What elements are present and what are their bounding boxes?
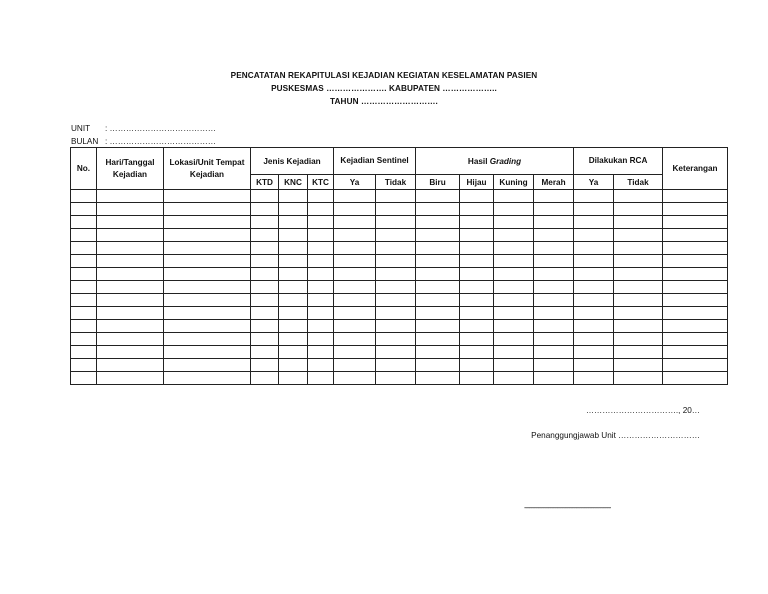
table-cell[interactable]	[494, 372, 534, 385]
table-cell[interactable]	[460, 229, 494, 242]
table-cell[interactable]	[376, 255, 416, 268]
table-cell[interactable]	[334, 216, 376, 229]
table-cell[interactable]	[663, 346, 728, 359]
table-cell[interactable]	[279, 307, 308, 320]
table-row	[71, 216, 728, 229]
table-cell[interactable]	[614, 229, 663, 242]
table-cell[interactable]	[97, 242, 164, 255]
table-cell[interactable]	[308, 320, 334, 333]
unit-value: : …………………………………	[105, 124, 216, 133]
table-cell[interactable]	[279, 294, 308, 307]
table-row	[71, 372, 728, 385]
table-cell[interactable]	[534, 281, 574, 294]
sub-header-biru: Biru	[416, 175, 460, 190]
bulan-label: BULAN	[71, 137, 99, 146]
table-cell[interactable]	[251, 320, 279, 333]
table-cell[interactable]	[97, 268, 164, 281]
table-cell[interactable]	[574, 229, 614, 242]
table-cell[interactable]	[416, 307, 460, 320]
table-cell[interactable]	[460, 320, 494, 333]
recap-table	[70, 147, 728, 385]
table-cell[interactable]	[164, 229, 251, 242]
table-cell[interactable]	[376, 307, 416, 320]
table-row	[71, 229, 728, 242]
table-cell[interactable]	[574, 346, 614, 359]
table-cell[interactable]	[71, 281, 97, 294]
table-cell[interactable]	[534, 307, 574, 320]
table-cell[interactable]	[164, 294, 251, 307]
table-cell[interactable]	[460, 242, 494, 255]
table-cell[interactable]	[308, 346, 334, 359]
table-cell[interactable]	[279, 216, 308, 229]
table-cell[interactable]	[534, 255, 574, 268]
table-cell[interactable]	[251, 281, 279, 294]
sub-header-ktd: KTD	[251, 175, 279, 190]
table-cell[interactable]	[251, 346, 279, 359]
table-cell[interactable]	[534, 333, 574, 346]
table-cell[interactable]	[663, 372, 728, 385]
table-cell[interactable]	[416, 229, 460, 242]
table-cell[interactable]	[279, 268, 308, 281]
sub-header-hijau: Hijau	[460, 175, 494, 190]
table-cell[interactable]	[97, 216, 164, 229]
table-cell[interactable]	[334, 203, 376, 216]
table-cell[interactable]	[308, 229, 334, 242]
table-row	[71, 242, 728, 255]
table-cell[interactable]	[416, 281, 460, 294]
col-header-no: No.	[71, 148, 97, 190]
bulan-field	[71, 137, 216, 146]
table-cell[interactable]	[494, 294, 534, 307]
table-cell[interactable]	[416, 294, 460, 307]
table-cell[interactable]	[534, 294, 574, 307]
table-cell[interactable]	[574, 281, 614, 294]
table-cell[interactable]	[164, 255, 251, 268]
table-cell[interactable]	[663, 359, 728, 372]
table-cell[interactable]	[614, 268, 663, 281]
table-cell[interactable]	[251, 216, 279, 229]
table-cell[interactable]	[614, 255, 663, 268]
table-cell[interactable]	[334, 294, 376, 307]
table-cell[interactable]	[534, 190, 574, 203]
table-cell[interactable]	[279, 372, 308, 385]
table-cell[interactable]	[534, 229, 574, 242]
table-cell[interactable]	[97, 372, 164, 385]
table-cell[interactable]	[251, 294, 279, 307]
table-cell[interactable]	[534, 359, 574, 372]
table-cell[interactable]	[416, 333, 460, 346]
table-cell[interactable]	[334, 242, 376, 255]
table-cell[interactable]	[308, 242, 334, 255]
table-cell[interactable]	[71, 255, 97, 268]
table-cell[interactable]	[574, 268, 614, 281]
table-cell[interactable]	[416, 242, 460, 255]
sub-header-sentinel-ya: Ya	[334, 175, 376, 190]
table-cell[interactable]	[164, 190, 251, 203]
table-row	[71, 359, 728, 372]
table-cell[interactable]	[97, 320, 164, 333]
table-row	[71, 203, 728, 216]
signature-line: --------------------------------------------------	[524, 503, 611, 512]
sub-header-rca-tidak: Tidak	[614, 175, 663, 190]
table-cell[interactable]	[376, 294, 416, 307]
table-cell[interactable]	[416, 255, 460, 268]
table-cell[interactable]	[164, 281, 251, 294]
table-cell[interactable]	[663, 190, 728, 203]
table-cell[interactable]	[574, 255, 614, 268]
table-cell[interactable]	[97, 333, 164, 346]
table-cell[interactable]	[97, 359, 164, 372]
table-cell[interactable]	[376, 216, 416, 229]
table-cell[interactable]	[574, 359, 614, 372]
table-cell[interactable]	[308, 255, 334, 268]
table-cell[interactable]	[574, 333, 614, 346]
table-cell[interactable]	[279, 346, 308, 359]
table-cell[interactable]	[308, 359, 334, 372]
table-cell[interactable]	[334, 229, 376, 242]
table-cell[interactable]	[71, 333, 97, 346]
table-cell[interactable]	[574, 216, 614, 229]
table-row	[71, 320, 728, 333]
table-cell[interactable]	[376, 359, 416, 372]
table-cell[interactable]	[334, 372, 376, 385]
table-cell[interactable]	[663, 294, 728, 307]
table-row	[71, 255, 728, 268]
table-cell[interactable]	[663, 255, 728, 268]
table-cell[interactable]	[164, 268, 251, 281]
table-cell[interactable]	[614, 333, 663, 346]
sub-header-ktc: KTC	[308, 175, 334, 190]
table-cell[interactable]	[494, 333, 534, 346]
table-cell[interactable]	[164, 242, 251, 255]
table-cell[interactable]	[71, 372, 97, 385]
table-cell[interactable]	[614, 242, 663, 255]
table-cell[interactable]	[376, 281, 416, 294]
table-cell[interactable]	[308, 268, 334, 281]
table-cell[interactable]	[251, 359, 279, 372]
table-cell[interactable]	[164, 320, 251, 333]
table-cell[interactable]	[460, 216, 494, 229]
table-cell[interactable]	[279, 190, 308, 203]
table-cell[interactable]	[534, 242, 574, 255]
table-cell[interactable]	[97, 294, 164, 307]
col-header-keterangan: Keterangan	[663, 148, 728, 190]
table-cell[interactable]	[494, 255, 534, 268]
table-cell[interactable]	[460, 333, 494, 346]
table-cell[interactable]	[308, 203, 334, 216]
table-cell[interactable]	[308, 190, 334, 203]
unit-label: UNIT	[71, 124, 91, 133]
table-cell[interactable]	[308, 281, 334, 294]
table-cell[interactable]	[334, 255, 376, 268]
table-cell[interactable]	[494, 281, 534, 294]
table-cell[interactable]	[334, 346, 376, 359]
table-cell[interactable]	[279, 359, 308, 372]
table-row	[71, 268, 728, 281]
table-cell[interactable]	[663, 281, 728, 294]
unit-field	[71, 124, 216, 133]
table-cell[interactable]	[71, 216, 97, 229]
table-cell[interactable]	[614, 320, 663, 333]
table-cell[interactable]	[663, 203, 728, 216]
table-cell[interactable]	[574, 190, 614, 203]
table-cell[interactable]	[71, 229, 97, 242]
sub-header-knc: KNC	[279, 175, 308, 190]
sub-header-sentinel-tidak: Tidak	[376, 175, 416, 190]
table-cell[interactable]	[334, 268, 376, 281]
table-cell[interactable]	[376, 242, 416, 255]
table-cell[interactable]	[376, 268, 416, 281]
table-cell[interactable]	[279, 320, 308, 333]
table-cell[interactable]	[334, 307, 376, 320]
table-cell[interactable]	[97, 203, 164, 216]
table-cell[interactable]	[494, 242, 534, 255]
table-cell[interactable]	[334, 320, 376, 333]
table-cell[interactable]	[416, 372, 460, 385]
table-cell[interactable]	[279, 281, 308, 294]
table-cell[interactable]	[251, 255, 279, 268]
table-cell[interactable]	[663, 229, 728, 242]
table-cell[interactable]	[494, 203, 534, 216]
table-cell[interactable]	[614, 359, 663, 372]
table-row	[71, 346, 728, 359]
col-header-rca: Dilakukan RCA	[574, 148, 663, 175]
table-cell[interactable]	[71, 294, 97, 307]
table-row	[71, 333, 728, 346]
table-cell[interactable]	[614, 281, 663, 294]
table-cell[interactable]	[494, 268, 534, 281]
table-cell[interactable]	[663, 216, 728, 229]
table-cell[interactable]	[460, 346, 494, 359]
table-cell[interactable]	[460, 268, 494, 281]
table-cell[interactable]	[494, 359, 534, 372]
table-cell[interactable]	[251, 372, 279, 385]
table-cell[interactable]	[663, 320, 728, 333]
table-cell[interactable]	[308, 294, 334, 307]
table-cell[interactable]	[251, 190, 279, 203]
table-cell[interactable]	[416, 346, 460, 359]
table-cell[interactable]	[71, 307, 97, 320]
table-cell[interactable]	[663, 242, 728, 255]
table-cell[interactable]	[494, 190, 534, 203]
table-cell[interactable]	[494, 346, 534, 359]
sub-header-merah: Merah	[534, 175, 574, 190]
table-cell[interactable]	[376, 190, 416, 203]
table-cell[interactable]	[460, 294, 494, 307]
table-cell[interactable]	[251, 333, 279, 346]
table-cell[interactable]	[164, 307, 251, 320]
table-cell[interactable]	[614, 203, 663, 216]
table-cell[interactable]	[164, 359, 251, 372]
table-cell[interactable]	[663, 268, 728, 281]
table-cell[interactable]	[334, 281, 376, 294]
table-cell[interactable]	[279, 229, 308, 242]
col-header-date: Hari/Tanggal Kejadian	[97, 148, 164, 190]
table-cell[interactable]	[494, 229, 534, 242]
table-cell[interactable]	[460, 190, 494, 203]
table-cell[interactable]	[614, 190, 663, 203]
table-cell[interactable]	[460, 372, 494, 385]
table-cell[interactable]	[460, 307, 494, 320]
table-row	[71, 281, 728, 294]
form-title: PENCATATAN REKAPITULASI KEJADIAN KEGIATAN KESELAMATAN PASIEN	[230, 71, 538, 80]
table-cell[interactable]	[663, 333, 728, 346]
table-cell[interactable]	[164, 372, 251, 385]
form-subtitle-tahun: TAHUN ……………………….	[330, 97, 438, 106]
table-cell[interactable]	[614, 294, 663, 307]
table-cell[interactable]	[279, 333, 308, 346]
responsible-line: Penanggungjawab Unit …………………………	[531, 431, 700, 440]
table-cell[interactable]	[574, 294, 614, 307]
table-body	[71, 190, 728, 385]
table-cell[interactable]	[251, 203, 279, 216]
table-cell[interactable]	[164, 203, 251, 216]
col-header-sentinel: Kejadian Sentinel	[334, 148, 416, 175]
table-cell[interactable]	[97, 281, 164, 294]
table-cell[interactable]	[416, 268, 460, 281]
table-cell[interactable]	[97, 307, 164, 320]
table-cell[interactable]	[251, 229, 279, 242]
table-cell[interactable]	[376, 372, 416, 385]
table-cell[interactable]	[71, 346, 97, 359]
table-cell[interactable]	[97, 190, 164, 203]
table-cell[interactable]	[574, 203, 614, 216]
table-cell[interactable]	[534, 268, 574, 281]
table-cell[interactable]	[460, 281, 494, 294]
table-cell[interactable]	[614, 307, 663, 320]
table-cell[interactable]	[416, 190, 460, 203]
table-cell[interactable]	[574, 372, 614, 385]
table-cell[interactable]	[534, 346, 574, 359]
table-cell[interactable]	[251, 307, 279, 320]
table-cell[interactable]	[334, 190, 376, 203]
table-cell[interactable]	[494, 307, 534, 320]
table-cell[interactable]	[614, 346, 663, 359]
table-cell[interactable]	[416, 203, 460, 216]
col-header-jenis: Jenis Kejadian	[251, 148, 334, 175]
table-cell[interactable]	[376, 203, 416, 216]
table-cell[interactable]	[279, 242, 308, 255]
table-cell[interactable]	[164, 346, 251, 359]
table-cell[interactable]	[97, 229, 164, 242]
grading-em: Grading	[489, 156, 522, 166]
table-cell[interactable]	[614, 372, 663, 385]
table-cell[interactable]	[71, 242, 97, 255]
table-cell[interactable]	[460, 359, 494, 372]
table-cell[interactable]	[494, 320, 534, 333]
table-cell[interactable]	[251, 242, 279, 255]
table-cell[interactable]	[376, 229, 416, 242]
table-cell[interactable]	[574, 242, 614, 255]
table-cell[interactable]	[279, 255, 308, 268]
table-cell[interactable]	[376, 333, 416, 346]
table-cell[interactable]	[334, 359, 376, 372]
table-row	[71, 307, 728, 320]
table-cell[interactable]	[308, 307, 334, 320]
table-cell[interactable]	[97, 346, 164, 359]
table-cell[interactable]	[71, 190, 97, 203]
table-cell[interactable]	[376, 346, 416, 359]
table-cell[interactable]	[494, 216, 534, 229]
table-cell[interactable]	[71, 203, 97, 216]
table-cell[interactable]	[279, 203, 308, 216]
table-cell[interactable]	[308, 372, 334, 385]
table-cell[interactable]	[308, 333, 334, 346]
table-row	[71, 190, 728, 203]
table-cell[interactable]	[164, 333, 251, 346]
table-cell[interactable]	[376, 320, 416, 333]
table-cell[interactable]	[574, 307, 614, 320]
table-cell[interactable]	[416, 216, 460, 229]
form-subtitle-puskesmas: PUSKESMAS …………………. KABUPATEN ………………..	[271, 84, 497, 93]
table-cell[interactable]	[614, 216, 663, 229]
date-line: ……………………………., 20…	[585, 406, 700, 415]
table-cell[interactable]	[534, 372, 574, 385]
table-cell[interactable]	[71, 320, 97, 333]
table-cell[interactable]	[460, 203, 494, 216]
grading-prefix: Hasil	[467, 156, 490, 166]
table-cell[interactable]	[71, 268, 97, 281]
table-cell[interactable]	[663, 307, 728, 320]
table-cell[interactable]	[334, 333, 376, 346]
table-cell[interactable]	[97, 255, 164, 268]
col-header-location: Lokasi/Unit Tempat Kejadian	[164, 148, 251, 190]
table-cell[interactable]	[416, 320, 460, 333]
bulan-value: : …………………………………	[105, 137, 216, 146]
table-cell[interactable]	[460, 255, 494, 268]
table-cell[interactable]	[71, 359, 97, 372]
table-cell[interactable]	[164, 216, 251, 229]
col-header-grading	[416, 148, 574, 175]
sub-header-kuning: Kuning	[494, 175, 534, 190]
table-cell[interactable]	[308, 216, 334, 229]
table-cell[interactable]	[574, 320, 614, 333]
sub-header-rca-ya: Ya	[574, 175, 614, 190]
table-cell[interactable]	[416, 359, 460, 372]
table-row	[71, 294, 728, 307]
table-cell[interactable]	[534, 216, 574, 229]
table-cell[interactable]	[534, 203, 574, 216]
table-cell[interactable]	[251, 268, 279, 281]
table-cell[interactable]	[534, 320, 574, 333]
